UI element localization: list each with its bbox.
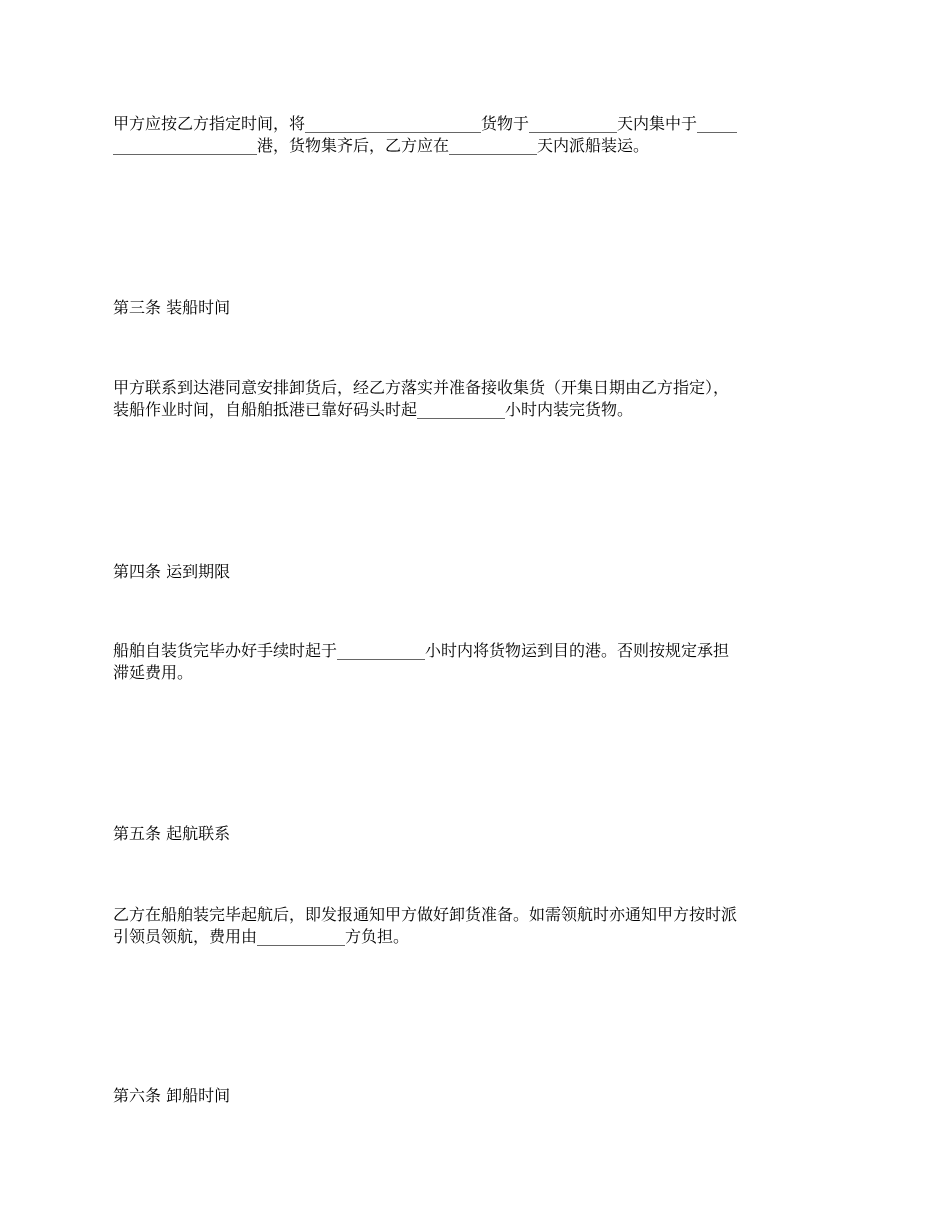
article-heading-departure-contact: 第五条 起航联系	[113, 824, 231, 843]
paragraph-line: 引领员领航，费用由___________方负担。	[113, 927, 410, 946]
paragraph-line: 装船作业时间，自船舶抵港已靠好码头时起___________小时内装完货物。	[113, 400, 634, 419]
paragraph-line: 乙方在船舶装完毕起航后，即发报通知甲方做好卸货准备。如需领航时亦通知甲方按时派	[113, 905, 738, 924]
paragraph-loading-time	[113, 377, 843, 421]
paragraph-line: 船舶自装货完毕办好手续时起于___________小时内将货物运到目的港。否则按规定承担	[113, 641, 730, 660]
paragraph-line: 甲方联系到达港同意安排卸货后，经乙方落实并准备接收集货（开集日期由乙方指定），	[113, 378, 730, 397]
article-heading-unloading-time: 第六条 卸船时间	[113, 1086, 231, 1105]
article-heading-loading-time: 第三条 装船时间	[113, 298, 231, 317]
paragraph-line: 滞延费用。	[113, 663, 194, 682]
paragraph-departure-contact	[113, 904, 843, 948]
paragraph-line: __________________港，货物集齐后，乙方应在___________天内派船装运。	[113, 136, 650, 155]
article-heading-delivery-deadline: 第四条 运到期限	[113, 562, 231, 581]
paragraph-cargo-assembly	[113, 113, 843, 157]
paragraph-delivery-deadline	[113, 640, 843, 684]
paragraph-line: 甲方应按乙方指定时间，将______________________货物于___________天内集中于_____	[113, 114, 738, 133]
